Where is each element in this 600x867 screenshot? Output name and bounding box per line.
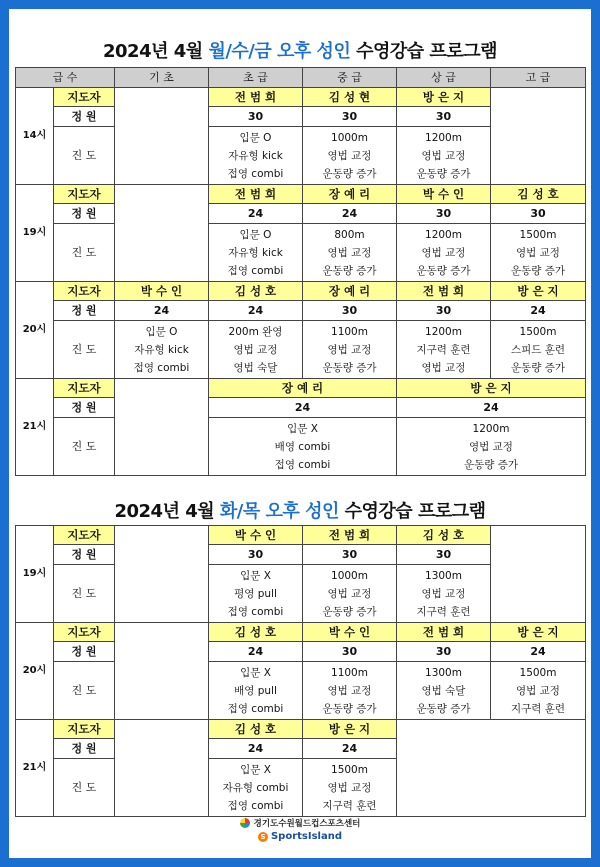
page-title-tt: 2024년 4월 화/목 오후 성인 수영강습 프로그램: [114, 501, 486, 522]
header-col: 고 급: [491, 68, 586, 88]
leader-cell: 장 예 리: [303, 282, 397, 301]
cell-empty: [115, 526, 209, 623]
row-label-progress: 진 도: [54, 662, 115, 720]
leader-cell: 전 범 희: [209, 88, 303, 107]
cell-empty: [115, 88, 209, 185]
capacity-cell: 24: [397, 398, 586, 418]
table-row: [16, 642, 586, 662]
time-slot: 19시: [16, 185, 54, 282]
capacity-cell: 30: [303, 642, 397, 662]
row-label-capacity: 정 원: [54, 204, 115, 224]
capacity-cell: 30: [397, 301, 491, 321]
capacity-cell: 30: [397, 545, 491, 565]
leader-cell: 박 수 인: [115, 282, 209, 301]
time-slot: 19시: [16, 526, 54, 623]
row-label-capacity: 정 원: [54, 107, 115, 127]
row-label-capacity: 정 원: [54, 642, 115, 662]
progress-cell: 1300m 영법 교정 지구력 훈련: [397, 565, 491, 623]
leader-cell: 김 성 호: [491, 185, 586, 204]
poster-frame: [9, 9, 591, 858]
table-header-row: [16, 68, 586, 88]
sportsisland-logo-icon: S: [258, 832, 268, 842]
row-label-leader: 지도자: [54, 88, 115, 107]
leader-cell: 전 범 희: [397, 282, 491, 301]
progress-cell: 1000m 영법 교정 운동량 증가: [303, 127, 397, 185]
leader-cell: 김 성 호: [209, 623, 303, 642]
capacity-cell: 30: [397, 204, 491, 224]
time-slot: 14시: [16, 88, 54, 185]
header-col: 초 급: [209, 68, 303, 88]
table-row: [16, 526, 586, 545]
table-row: [16, 398, 586, 418]
row-label-progress: 진 도: [54, 224, 115, 282]
cell-empty: [115, 720, 209, 817]
progress-cell: 1300m 영법 숙달 운동량 증가: [397, 662, 491, 720]
row-label-leader: 지도자: [54, 185, 115, 204]
capacity-cell: 30: [303, 545, 397, 565]
table-row: [16, 185, 586, 204]
header-col: 상 급: [397, 68, 491, 88]
leader-cell: 방 은 지: [491, 282, 586, 301]
time-slot: 20시: [16, 623, 54, 720]
row-label-progress: 진 도: [54, 759, 115, 817]
capacity-cell: 30: [303, 107, 397, 127]
row-label-progress: 진 도: [54, 565, 115, 623]
schedule-table-mwf: [15, 67, 586, 476]
leader-cell: 방 은 지: [397, 88, 491, 107]
time-slot: 21시: [16, 720, 54, 817]
table-row: [16, 418, 586, 476]
table-row: [16, 379, 586, 398]
table-row: [16, 321, 586, 379]
time-slot: 20시: [16, 282, 54, 379]
capacity-cell: 24: [209, 642, 303, 662]
capacity-cell: 30: [209, 107, 303, 127]
capacity-cell: 24: [303, 204, 397, 224]
row-label-progress: 진 도: [54, 418, 115, 476]
capacity-cell: 24: [303, 739, 397, 759]
header-grade: 급 수: [16, 68, 115, 88]
table-row: [16, 720, 586, 739]
row-label-capacity: 정 원: [54, 301, 115, 321]
row-label-capacity: 정 원: [54, 545, 115, 565]
leader-cell: 김 성 현: [303, 88, 397, 107]
row-label-leader: 지도자: [54, 379, 115, 398]
capacity-cell: 24: [491, 301, 586, 321]
footer-brand: S SportsIsland: [9, 831, 591, 842]
table-row: [16, 662, 586, 720]
leader-cell: 방 은 지: [303, 720, 397, 739]
leader-cell: 김 성 호: [397, 526, 491, 545]
progress-cell: 1500m 영법 교정 운동량 증가: [491, 224, 586, 282]
capacity-cell: 30: [397, 107, 491, 127]
table-row: [16, 301, 586, 321]
cell-empty: [115, 623, 209, 720]
row-label-leader: 지도자: [54, 282, 115, 301]
progress-cell: 입문 O 자유형 kick 접영 combi: [209, 224, 303, 282]
table-row: [16, 204, 586, 224]
time-slot: 21시: [16, 379, 54, 476]
row-label-capacity: 정 원: [54, 739, 115, 759]
progress-cell: 200m 완영 영법 교정 영법 숙달: [209, 321, 303, 379]
page-title-mwf: 2024년 4월 월/수/금 오후 성인 수영강습 프로그램: [103, 41, 497, 62]
leader-cell: 전 범 희: [209, 185, 303, 204]
leader-cell: 전 범 희: [303, 526, 397, 545]
row-label-progress: 진 도: [54, 127, 115, 185]
progress-cell: 입문 X 배영 pull 접영 combi: [209, 662, 303, 720]
capacity-cell: 24: [209, 398, 397, 418]
header-col: 중 급: [303, 68, 397, 88]
leader-cell: 박 수 인: [303, 623, 397, 642]
capacity-cell: 24: [491, 642, 586, 662]
leader-cell: 박 수 인: [397, 185, 491, 204]
progress-cell: 1200m 지구력 훈련 영법 교정: [397, 321, 491, 379]
capacity-cell: 24: [209, 739, 303, 759]
leader-cell: 방 은 지: [397, 379, 586, 398]
leader-cell: 김 성 호: [209, 720, 303, 739]
capacity-cell: 24: [209, 204, 303, 224]
progress-cell: 1500m 영법 교정 지구력 훈련: [303, 759, 397, 817]
title-days: 월/수/금 오후 성인: [208, 41, 351, 62]
footer-org: 경기도수원월드컵스포츠센터: [9, 817, 591, 829]
progress-cell: 1200m 영법 교정 운동량 증가: [397, 224, 491, 282]
capacity-cell: 30: [303, 301, 397, 321]
cell-empty: [397, 720, 586, 817]
schedule-table-tt: [15, 525, 586, 817]
table-row: [16, 282, 586, 301]
progress-cell: 1100m 영법 교정 운동량 증가: [303, 662, 397, 720]
progress-cell: 입문 X 평영 pull 접영 combi: [209, 565, 303, 623]
title-days: 화/목 오후 성인: [219, 501, 339, 522]
table-row: [16, 224, 586, 282]
progress-cell: 입문 X 배영 combi 접영 combi: [209, 418, 397, 476]
leader-cell: 장 예 리: [303, 185, 397, 204]
table-row: [16, 88, 586, 107]
progress-cell: 1200m 영법 교정 운동량 증가: [397, 127, 491, 185]
capacity-cell: 30: [209, 545, 303, 565]
leader-cell: 장 예 리: [209, 379, 397, 398]
row-label-leader: 지도자: [54, 526, 115, 545]
leader-cell: 방 은 지: [491, 623, 586, 642]
progress-cell: 1500m 스피드 훈련 운동량 증가: [491, 321, 586, 379]
capacity-cell: 24: [115, 301, 209, 321]
row-label-leader: 지도자: [54, 720, 115, 739]
leader-cell: 박 수 인: [209, 526, 303, 545]
row-label-capacity: 정 원: [54, 398, 115, 418]
capacity-cell: 30: [397, 642, 491, 662]
leader-cell: 전 범 희: [397, 623, 491, 642]
center-logo-icon: [240, 818, 250, 828]
progress-cell: 입문 O 자유형 kick 접영 combi: [209, 127, 303, 185]
cell-empty: [491, 526, 586, 623]
table-row: [16, 623, 586, 642]
progress-cell: 1000m 영법 교정 운동량 증가: [303, 565, 397, 623]
cell-empty: [491, 88, 586, 185]
row-label-leader: 지도자: [54, 623, 115, 642]
progress-cell: 1500m 영법 교정 지구력 훈련: [491, 662, 586, 720]
cell-empty: [115, 185, 209, 282]
progress-cell: 입문 O 자유형 kick 접영 combi: [115, 321, 209, 379]
progress-cell: 1200m 영법 교정 운동량 증가: [397, 418, 586, 476]
progress-cell: 800m 영법 교정 운동량 증가: [303, 224, 397, 282]
capacity-cell: 24: [209, 301, 303, 321]
progress-cell: 입문 X 자유형 combi 접영 combi: [209, 759, 303, 817]
cell-empty: [115, 379, 209, 476]
row-label-progress: 진 도: [54, 321, 115, 379]
header-col: 기 초: [115, 68, 209, 88]
leader-cell: 김 성 호: [209, 282, 303, 301]
progress-cell: 1100m 영법 교정 운동량 증가: [303, 321, 397, 379]
capacity-cell: 30: [491, 204, 586, 224]
footer: [9, 817, 591, 842]
